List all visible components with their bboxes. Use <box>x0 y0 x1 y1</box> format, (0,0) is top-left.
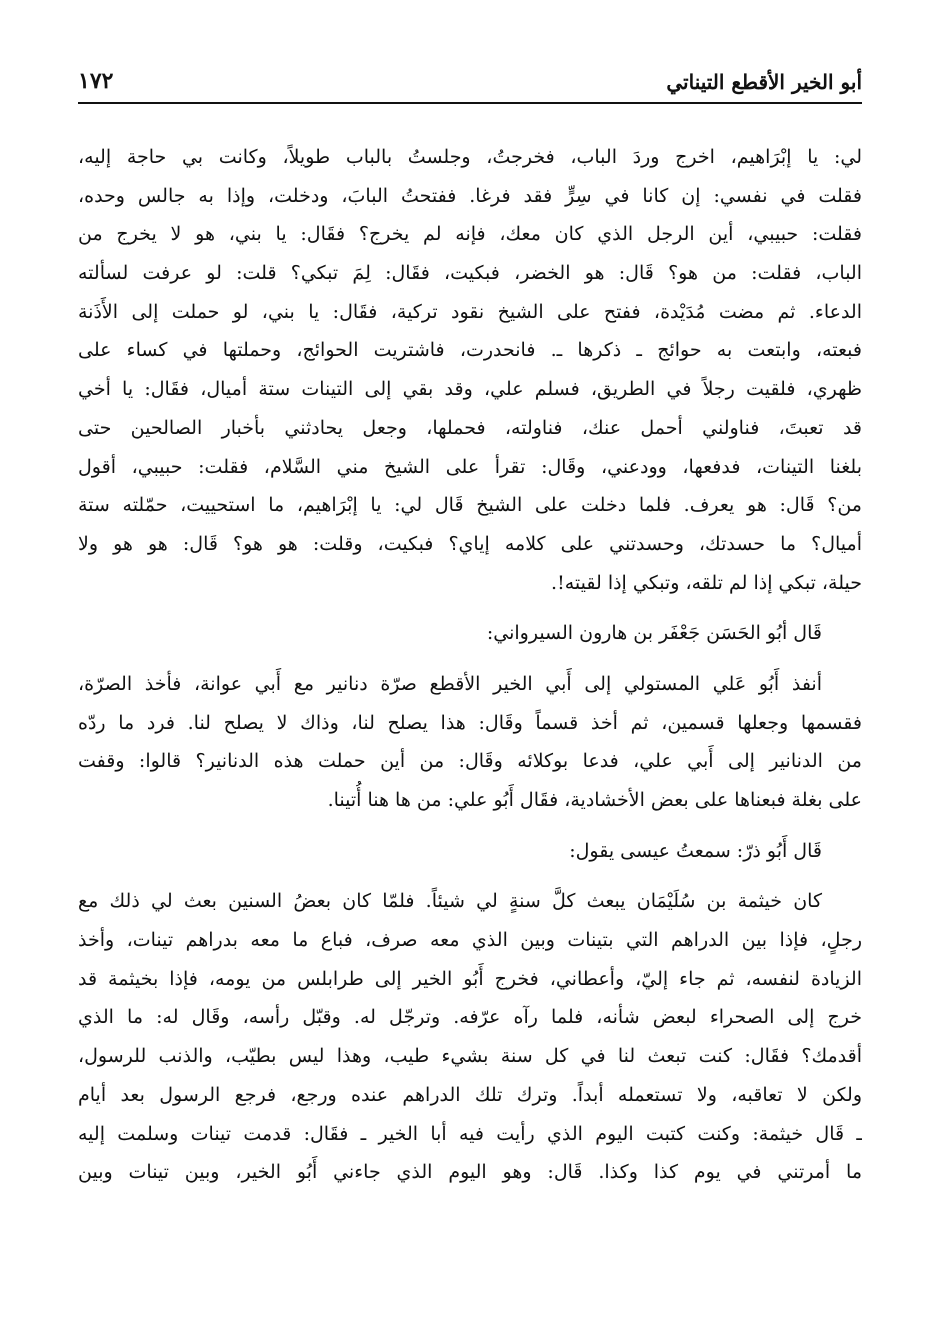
text-line: أنفذ أَبُو عَلي المستولي إلى أَبي الخير الأقطع صرّة دنانير مع أَبي عوانة، فأخذ الصرّة، <box>78 672 822 695</box>
text-line: خرج إلى الصحراء لبعض شأنه، فلما رآه عرّفه. وترجّل له. وقبّل رأسه، وقَال له: ما الذي <box>78 1006 862 1029</box>
text-line: ظهري، فلقيت رجلاً في الطريق، فسلم علي، وقد بقي إلى التينات ستة أميال، فقَال: يا أخي <box>78 378 862 401</box>
text-line: فقلت: حبيبي، أين الرجل الذي كان معك، فإنه لم يخرج؟ فقَال: يا بني، هو لا يخرج من <box>78 223 862 246</box>
text-line: الدعاء. ثم مضت مُدَيْدة، ففتح على الشيخ نقود تركية، فقَال: يا بني، لو حملت إلى الأَذَنة <box>78 300 862 323</box>
text-line: ـ قَال خيثمة: وكنت كتبت اليوم الذي رأيت فيه أبا الخير ـ فقَال: قدمت تينات وسلمت إليه <box>78 1122 862 1145</box>
text-line: ولكن لا تعاقبه، ولا تستعمله أبداً. وترك تلك الدراهم عنده ورجع، فرجع الرسول بعد أيام <box>78 1083 862 1106</box>
chapter-title: أبو الخير الأقطع التيناتي <box>666 70 862 94</box>
narrator-line: قَال أبُو الحَسَن جَعْفَر بن هارون السيرواني: <box>486 622 822 645</box>
body-text <box>78 138 862 1192</box>
text-line: من الدنانير إلى أَبي علي، فدعا بوكلائه وقَال: من أين حملت هذه الدنانير؟ قالوا: وقفت <box>78 750 862 773</box>
text-line: فبعته، وابتعت به حوائج ـ ذكرها ـ. فانحدرت، فاشتريت الحوائج، وحملتها في كساء على <box>78 339 862 362</box>
text-line: أميال؟ ما حسدتك، وحسدتني على كلامه إياي؟ فبكيت، وقلت: هو هو؟ قَال: هو هو ولا <box>78 532 862 555</box>
text-line: كان خيثمة بن سُلَيْمَان يبعث كلَّ سنةٍ لي شيئاً. فلمّا كان بعضُ السنين بعث لي ذلك مع <box>78 890 822 913</box>
text-line: من؟ قَال: هو يعرف. فلما دخلت على الشيخ قَال لي: يا إبْرَاهيم، ما استحييت، حمّلته ستة <box>78 494 862 517</box>
text-line: الباب، فقلت: من هو؟ قَال: هو الخضر، فبكيت، فقَال: لِمَ تبكي؟ قلت: لو عرفت لسألته <box>78 262 862 285</box>
text-line: على بغلة فبعناها على بعض الأخشادية، فقَال أَبُو علي: من ها هنا أُتينا. <box>327 789 862 811</box>
text-line: ما أمرتني في يوم كذا وكذا. قَال: وهو اليوم الذي جاءني أَبُو الخير، وبين تينات وبين <box>78 1161 862 1184</box>
text-line: الزيادة لنفسه، ثم جاء إليّ، وأعطاني، فخرج أَبُو الخير إلى طرابلس من يومه، فإذا بخيثمة قد <box>78 967 862 990</box>
text-line: قد تعبتَ، فناولني أحمل عنك، فناولته، فحملها، وجعل يحادثني بأخبار الصالحين حتى <box>78 416 862 439</box>
text-line: فقسمها وجعلها قسمين، ثم أخذ قسماً وقَال: هذا يصلح لنا، وذاك لا يصلح لنا. فرد ما ردّه <box>78 711 862 734</box>
text-line: أقدمك؟ فقَال: كنت تبعث لنا في كل سنة بشيء طيب، وهذا ليس بطيّب، والذنب للرسول، <box>78 1045 862 1068</box>
text-line: لي: يا إبْرَاهيم، اخرج وردَ الباب، فخرجتُ، وجلستُ بالباب طويلاً، وكانت بي حاجة إليه، <box>78 146 862 168</box>
text-line: رجلٍ، فإذا بين الدراهم التي بتينات وبين الذي معه صرف، فباع ما معه بدراهم تينات، وأخذ <box>78 929 862 952</box>
text-line: فقلت في نفسي: إن كانا في سِرٍّ فقد فرغا. ففتحتُ البابَ، ودخلت، وإذا به جالس وحده، <box>78 184 862 207</box>
text-line: بلغنا التينات، فدفعها، وودعني، وقَال: تقرأ على الشيخ مني السَّلام، فقلت: حبيبي، أقول <box>78 455 862 478</box>
text-line: حيلة، تبكي إذا لم تلقه، وتبكي إذا لقيته!. <box>551 571 862 594</box>
running-header <box>78 60 862 104</box>
page-number: ١٧٢ <box>78 68 114 94</box>
narrator-line: قَال أَبُو ذرّ: سمعتُ عيسى يقول: <box>569 839 822 862</box>
